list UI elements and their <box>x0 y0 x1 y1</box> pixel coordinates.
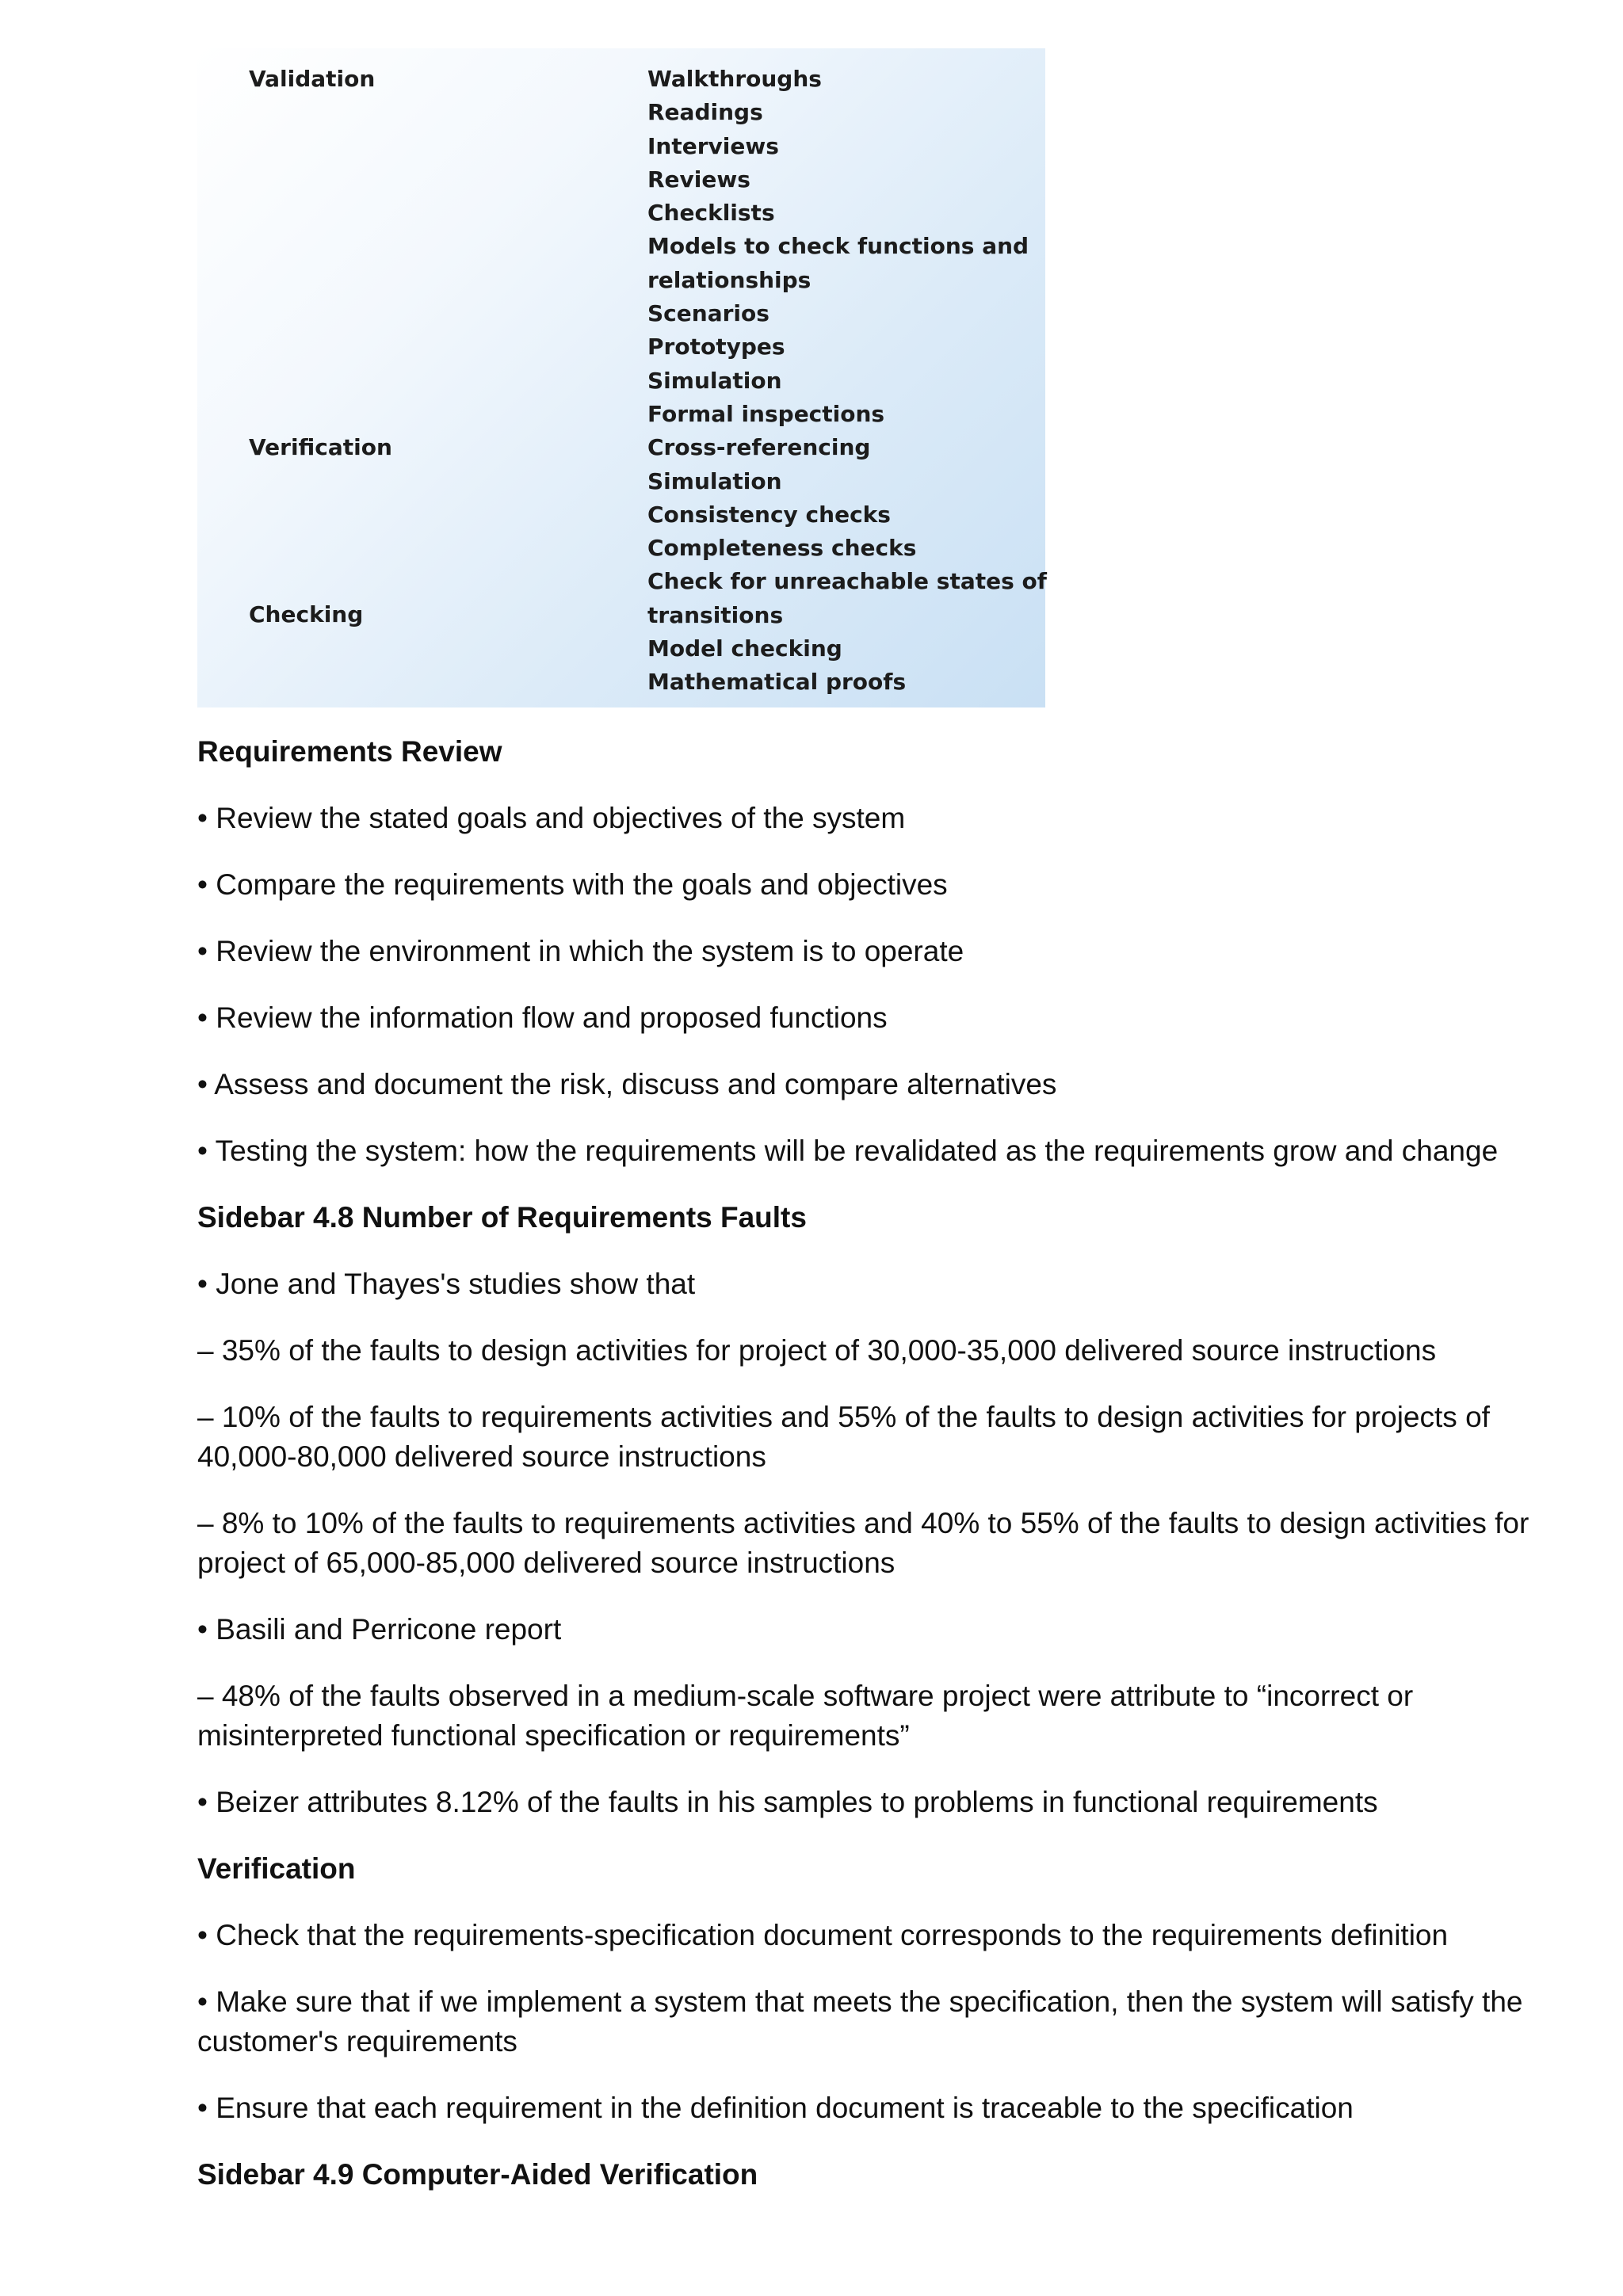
technique-item: Check for unreachable states of <box>647 568 1047 595</box>
technique-item: Prototypes <box>647 334 785 360</box>
paragraph: – 35% of the faults to design activities for project of 30,000-35,000 delivered source instructions <box>197 1334 1437 1367</box>
section-heading: Sidebar 4.9 Computer-Aided Verification <box>197 2158 758 2191</box>
paragraph: – 10% of the faults to requirements activities and 55% of the faults to design activities for projects of 40,000-80,000 delivered source instructions <box>197 1401 1490 1473</box>
technique-item: Model checking <box>647 635 842 662</box>
technique-item: Completeness checks <box>647 535 917 562</box>
paragraph: • Compare the requirements with the goals and objectives <box>197 868 948 901</box>
technique-item: Formal inspections <box>647 400 885 427</box>
paragraph: • Beizer attributes 8.12% of the faults in his samples to problems in functional requirements <box>197 1786 1378 1818</box>
paragraph: • Testing the system: how the requirements will be revalidated as the requirements grow and change <box>197 1135 1499 1167</box>
technique-item: Models to check functions and <box>647 233 1029 260</box>
validation-verification-figure <box>197 48 1045 707</box>
section-heading: Verification <box>197 1852 356 1885</box>
paragraph: • Make sure that if we implement a system that meets the specification, then the system will satisfy the customer's requirements <box>197 1985 1523 2058</box>
technique-list <box>647 63 1047 700</box>
paragraph: • Jone and Thayes's studies show that <box>197 1268 696 1300</box>
technique-item: Reviews <box>647 166 750 193</box>
technique-item: Consistency checks <box>647 501 891 528</box>
paragraph: • Review the stated goals and objectives of the system <box>197 802 906 834</box>
technique-item: Mathematical proofs <box>647 669 907 696</box>
technique-item: Readings <box>647 99 763 126</box>
paragraph: – 8% to 10% of the faults to requirements activities and 40% to 55% of the faults to design activities for project of 65,000-85,000 delivered source instructions <box>197 1507 1529 1579</box>
section-heading: Requirements Review <box>197 735 502 768</box>
technique-item: Simulation <box>647 367 782 394</box>
paragraph: • Check that the requirements-specification document corresponds to the requirements definition <box>197 1919 1449 1951</box>
paragraph: • Ensure that each requirement in the definition document is traceable to the specification <box>197 2092 1354 2124</box>
section-heading: Sidebar 4.8 Number of Requirements Faults <box>197 1201 807 1234</box>
technique-item: Cross-referencing <box>647 434 871 461</box>
paragraph: • Review the environment in which the system is to operate <box>197 935 964 967</box>
technique-item: Checklists <box>647 200 775 227</box>
paragraph: • Review the information flow and proposed functions <box>197 1001 888 1034</box>
technique-item: Simulation <box>647 467 782 494</box>
category-verification: Verification <box>249 434 392 460</box>
paragraph: • Assess and document the risk, discuss and compare alternatives <box>197 1068 1057 1100</box>
category-checking: Checking <box>249 601 364 627</box>
paragraph: – 48% of the faults observed in a medium-scale software project were attribute to “incorrect or misinterpreted functional specification or requirements” <box>197 1680 1414 1752</box>
technique-item: Walkthroughs <box>647 66 822 92</box>
technique-item: Scenarios <box>647 300 769 327</box>
document-body <box>197 732 1545 2222</box>
technique-item: relationships <box>647 266 812 293</box>
paragraph: • Basili and Perricone report <box>197 1613 562 1646</box>
technique-item: Interviews <box>647 132 779 159</box>
category-validation: Validation <box>249 66 376 92</box>
technique-item: transitions <box>647 601 784 628</box>
